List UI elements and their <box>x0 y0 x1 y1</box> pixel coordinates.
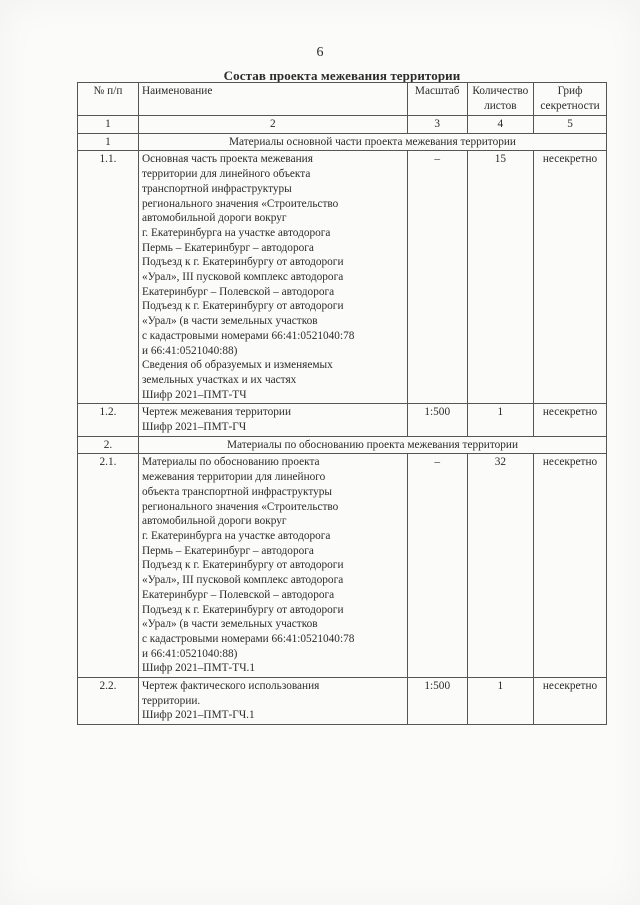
page-number: 6 <box>316 45 324 60</box>
header-secrecy: Гриф секретности <box>534 83 607 116</box>
item-name <box>138 404 407 436</box>
item-name-line: Основная часть проекта межевания <box>141 153 313 166</box>
section-row <box>78 133 607 151</box>
item-name-line: Подъезд к г. Екатеринбургу от автодороги <box>141 603 344 616</box>
table-row <box>78 678 607 725</box>
item-name-line: межевания территории для линейного <box>141 471 326 484</box>
section-title: Материалы основной части проекта межевания территории <box>138 133 606 151</box>
item-name-line: «Урал», III пусковой комплекс автодорога <box>141 574 344 587</box>
item-name-line: объекта транспортной инфраструктуры <box>141 485 332 498</box>
item-name-line: земельных участках и их частях <box>141 373 297 386</box>
item-name-line: Екатеринбург – Полевской – автодорога <box>141 285 335 298</box>
table-header-row <box>78 83 607 116</box>
item-secrecy: несекретно <box>534 454 607 678</box>
item-number: 1.2. <box>78 404 139 436</box>
item-name-line: Шифр 2021–ПМТ-ТЧ.1 <box>141 662 256 675</box>
item-name-line: Чертеж межевания территории <box>141 406 292 419</box>
section-title: Материалы по обоснованию проекта межевания территории <box>138 436 606 454</box>
header-name: Наименование <box>138 83 407 116</box>
item-name-line: Екатеринбург – Полевской – автодорога <box>141 588 335 601</box>
column-index-row <box>78 116 607 134</box>
item-name <box>138 454 407 678</box>
item-name-line: автомобильной дороги вокруг <box>141 515 287 528</box>
item-name <box>138 151 407 404</box>
item-name-line: Шифр 2021–ПМТ-ГЧ.1 <box>141 709 255 722</box>
item-name-line: Материалы по обоснованию проекта <box>141 456 320 469</box>
item-name-line: Подъезд к г. Екатеринбургу от автодороги <box>141 300 344 313</box>
item-number: 2.1. <box>78 454 139 678</box>
item-name-line: г. Екатеринбурга на участке автодорога <box>141 226 331 239</box>
item-secrecy: несекретно <box>534 678 607 725</box>
column-index: 2 <box>138 116 407 134</box>
section-row <box>78 436 607 454</box>
item-scale: 1:500 <box>407 404 467 436</box>
header-scale: Масштаб <box>407 83 467 116</box>
item-name-line: Сведения об образуемых и изменяемых <box>141 359 333 372</box>
item-name-line: регионального значения «Строительство <box>141 500 339 513</box>
item-name-line: г. Екатеринбурга на участке автодорога <box>141 529 331 542</box>
item-name-line: территории для линейного объекта <box>141 168 311 181</box>
item-scale: 1:500 <box>407 678 467 725</box>
item-name-line: с кадастровыми номерами 66:41:0521040:78 <box>141 329 355 342</box>
composition-table <box>77 82 607 725</box>
item-name-line: и 66:41:0521040:88) <box>141 344 238 357</box>
item-name-line: Подъезд к г. Екатеринбургу от автодороги <box>141 256 344 269</box>
item-scale: – <box>407 454 467 678</box>
section-number: 1 <box>78 133 139 151</box>
item-name-line: территории. <box>141 694 201 707</box>
item-sheets: 1 <box>467 678 533 725</box>
item-name-line: Пермь – Екатеринбург – автодорога <box>141 544 314 557</box>
column-index: 4 <box>467 116 533 134</box>
column-index: 3 <box>407 116 467 134</box>
item-name-line: с кадастровыми номерами 66:41:0521040:78 <box>141 632 355 645</box>
item-name-line: «Урал» (в части земельных участков <box>141 618 318 631</box>
item-name-line: транспортной инфраструктуры <box>141 182 292 195</box>
item-sheets: 15 <box>467 151 533 404</box>
item-secrecy: несекретно <box>534 151 607 404</box>
item-name-line: автомобильной дороги вокруг <box>141 212 287 225</box>
header-number: № п/п <box>78 83 139 116</box>
column-index: 5 <box>534 116 607 134</box>
section-number: 2. <box>78 436 139 454</box>
item-name-line: регионального значения «Строительство <box>141 197 339 210</box>
item-sheets: 1 <box>467 404 533 436</box>
column-index: 1 <box>78 116 139 134</box>
item-name-line: Подъезд к г. Екатеринбургу от автодороги <box>141 559 344 572</box>
item-secrecy: несекретно <box>534 404 607 436</box>
item-name-line: и 66:41:0521040:88) <box>141 647 238 660</box>
item-name-line: «Урал», III пусковой комплекс автодорога <box>141 271 344 284</box>
item-number: 1.1. <box>78 151 139 404</box>
document-title: Состав проекта межевания территории <box>223 68 461 83</box>
item-name-line: Шифр 2021–ПМТ-ГЧ <box>141 421 247 434</box>
item-number: 2.2. <box>78 678 139 725</box>
item-name-line: «Урал» (в части земельных участков <box>141 315 318 328</box>
item-name-line: Шифр 2021–ПМТ-ТЧ <box>141 388 247 401</box>
item-name <box>138 678 407 725</box>
item-name-line: Чертеж фактического использования <box>141 680 320 693</box>
header-sheets: Количество листов <box>467 83 533 116</box>
table-row <box>78 404 607 436</box>
table-row <box>78 454 607 678</box>
item-sheets: 32 <box>467 454 533 678</box>
table-row <box>78 151 607 404</box>
item-scale: – <box>407 151 467 404</box>
item-name-line: Пермь – Екатеринбург – автодорога <box>141 241 314 254</box>
